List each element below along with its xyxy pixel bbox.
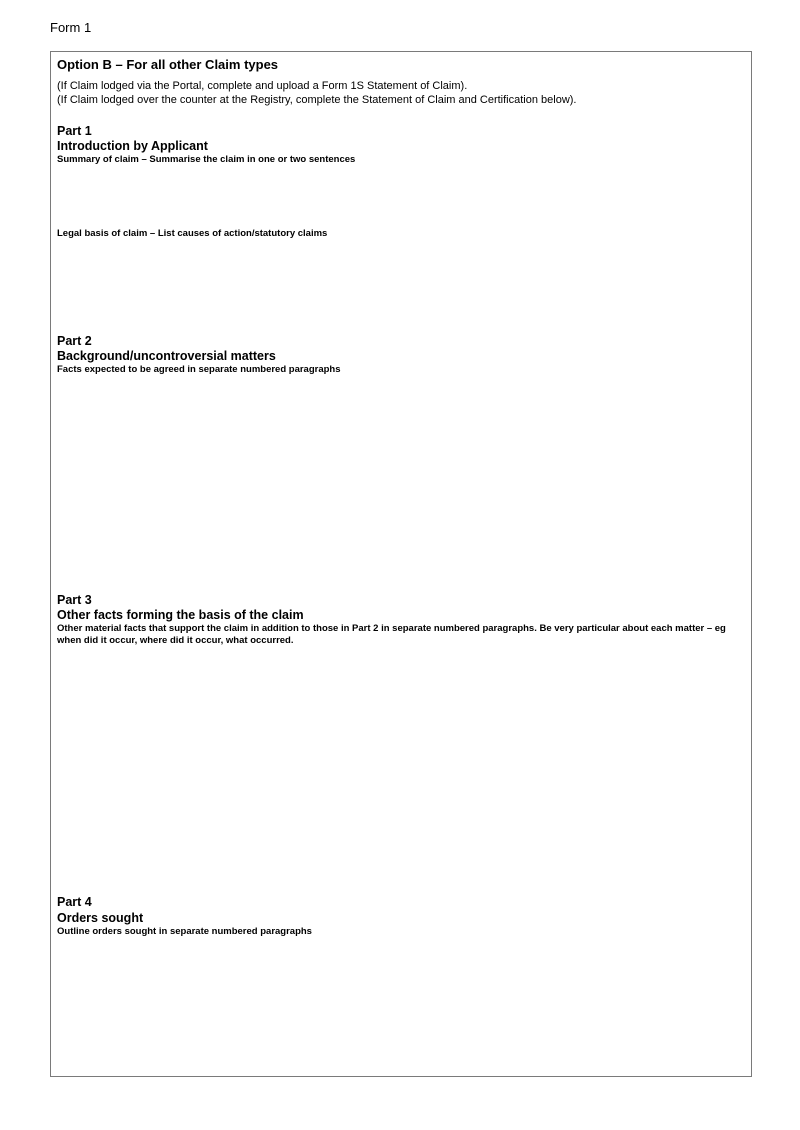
part-3-label: Part 3 [57, 593, 92, 607]
part-4-description: Outline orders sought in separate numbered paragraphs [57, 926, 312, 937]
portal-instruction: (If Claim lodged via the Portal, complete and upload a Form 1S Statement of Claim). [57, 80, 468, 92]
part-2-description: Facts expected to be agreed in separate numbered paragraphs [57, 364, 341, 375]
form-number-label: Form 1 [50, 20, 92, 35]
part-3-title: Other facts forming the basis of the claim [57, 608, 304, 622]
part-2-title: Background/uncontroversial matters [57, 349, 276, 363]
registry-instruction: (If Claim lodged over the counter at the Registry, complete the Statement of Claim and Certification below). [57, 94, 577, 106]
part-1-label: Part 1 [57, 124, 92, 138]
legal-basis-description: Legal basis of claim – List causes of action/statutory claims [57, 228, 328, 239]
summary-of-claim-description: Summary of claim – Summarise the claim in one or two sentences [57, 154, 356, 165]
part-2-label: Part 2 [57, 334, 92, 348]
part-4-title: Orders sought [57, 911, 144, 925]
option-title: Option B – For all other Claim types [57, 57, 279, 72]
part-1-title: Introduction by Applicant [57, 139, 208, 153]
statement-of-claim-box [50, 51, 752, 1077]
part-3-description: Other material facts that support the claim in addition to those in Part 2 in separate numbered paragraphs. Be very particular about each matter – eg when did it occur, where did it occur, what occurred. [57, 623, 726, 646]
part-4-label: Part 4 [57, 895, 92, 909]
